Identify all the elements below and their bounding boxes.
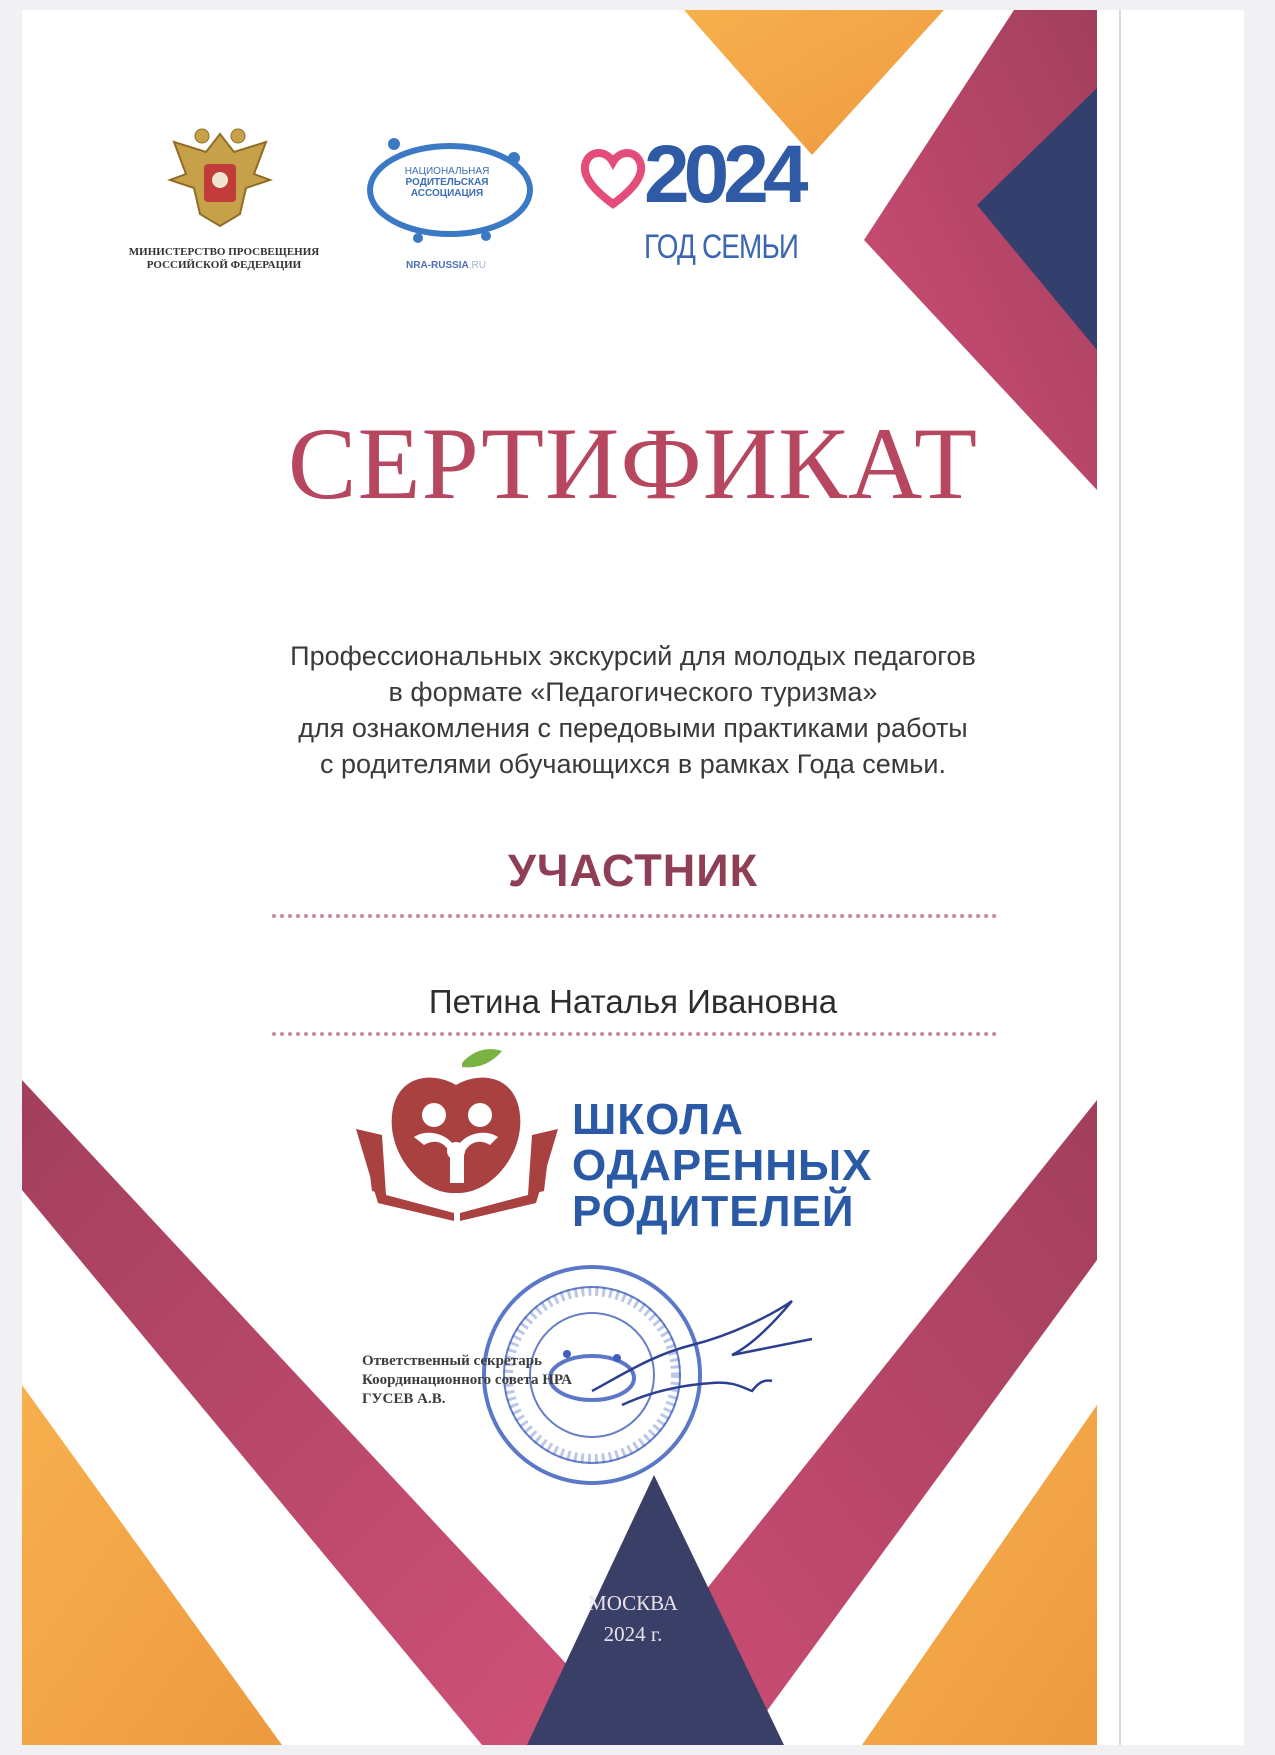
signer-line: ГУСЕВ А.В. [362,1391,446,1407]
event-description [22,638,1244,782]
certificate-sheet [22,10,1244,1745]
participant-role: УЧАСТНИК [507,845,759,896]
ministry-emblem [160,122,280,232]
school-logo-emblem [352,1045,562,1225]
signature [582,1295,822,1425]
nra-website [406,260,486,271]
nra-line: НАЦИОНАЛЬНАЯ [404,166,490,177]
signature-block [362,1352,572,1409]
signer-line: Ответственный секретарь [362,1353,542,1369]
heart-icon [578,142,648,212]
certificate-title: СЕРТИФИКАТ [287,407,979,521]
nra-logo-text [387,166,507,199]
ministry-line: РОССИЙСКОЙ ФЕДЕРАЦИИ [146,259,302,271]
description-line: Профессиональных экскурсий для молодых педагогов [290,641,976,671]
footer-year: 2024 г. [603,1622,663,1646]
nra-site-main: NRA-RUSSIA [406,260,469,271]
description-line: с родителями обучающихся в рамках Года семьи. [320,749,946,779]
ministry-line: МИНИСТЕРСТВО ПРОСВЕЩЕНИЯ [128,246,320,258]
dotted-divider [272,1032,997,1036]
year-number: 2024 [644,129,803,220]
school-name-line: РОДИТЕЛЕЙ [572,1187,855,1236]
description-line: для ознакомления с передовыми практиками работы [298,713,968,743]
nra-line: АССОЦИАЦИЯ [410,188,484,199]
nra-site-suffix: .RU [468,260,487,271]
dotted-divider [272,914,997,918]
footer-city: МОСКВА [588,1591,678,1615]
participant-name: Петина Наталья Ивановна [428,983,838,1020]
ministry-name [114,246,334,272]
school-name-line: ОДАРЕННЫХ [572,1141,873,1190]
nra-line: РОДИТЕЛЬСКАЯ [405,177,489,188]
footer-location [22,1588,1244,1650]
school-name-line: ШКОЛА [572,1095,744,1144]
signer-line: Координационного совета НРА [362,1372,572,1388]
year-caption: ГОД СЕМЬИ [644,228,799,266]
description-line: в формате «Педагогического туризма» [388,677,878,707]
